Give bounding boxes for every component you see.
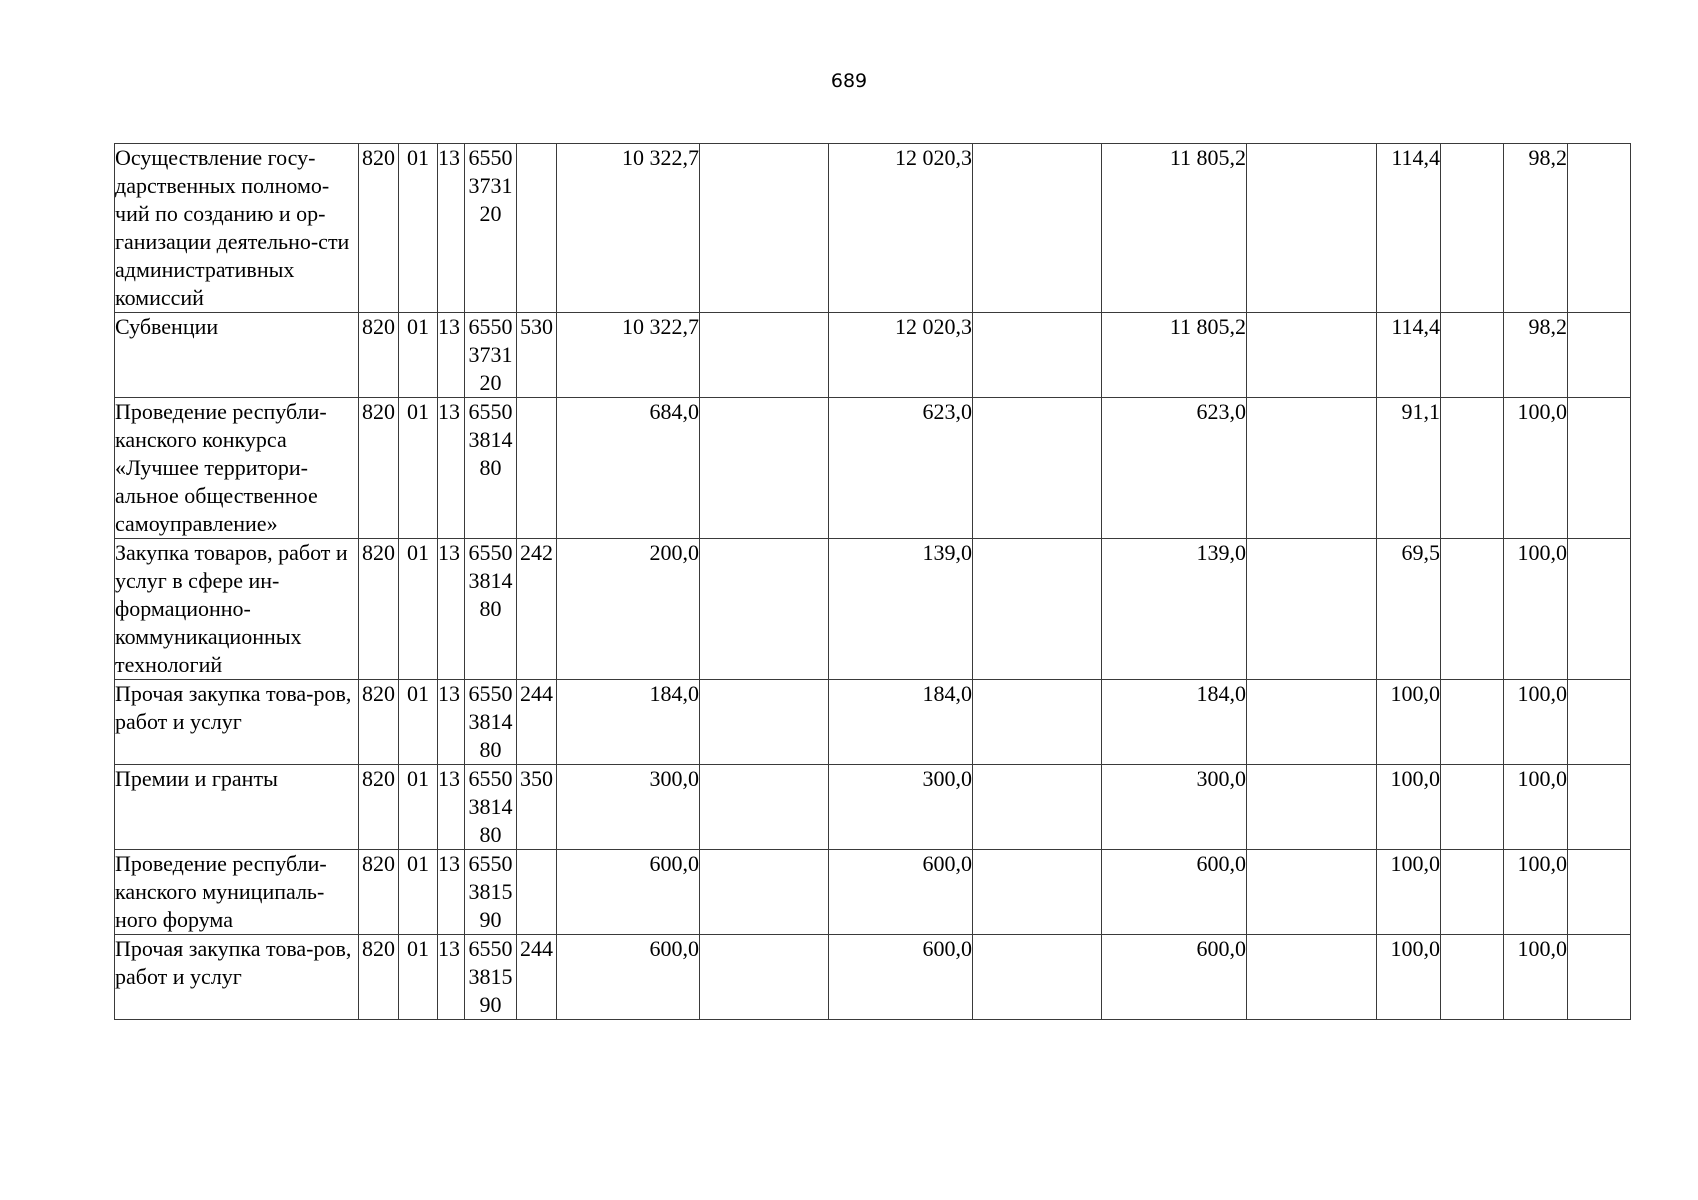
- empty-cell: [1247, 313, 1377, 398]
- percent-2: 100,0: [1504, 850, 1568, 935]
- percent-1: 100,0: [1377, 935, 1441, 1020]
- amount-3: 11 805,2: [1102, 313, 1247, 398]
- empty-cell: [700, 765, 829, 850]
- empty-cell: [700, 680, 829, 765]
- amount-3: 623,0: [1102, 398, 1247, 539]
- subsection-code: 13: [438, 144, 465, 313]
- target-article-code: 6550373120: [465, 313, 517, 398]
- grbs-code: 820: [359, 313, 399, 398]
- table-row: [115, 539, 1631, 680]
- empty-cell: [700, 935, 829, 1020]
- grbs-code: 820: [359, 680, 399, 765]
- percent-1: 100,0: [1377, 765, 1441, 850]
- amount-3: 600,0: [1102, 935, 1247, 1020]
- amount-2: 12 020,3: [829, 313, 973, 398]
- amount-2: 623,0: [829, 398, 973, 539]
- percent-1: 114,4: [1377, 313, 1441, 398]
- empty-cell: [1568, 398, 1631, 539]
- section-code: 01: [399, 680, 438, 765]
- section-code: 01: [399, 765, 438, 850]
- empty-cell: [973, 313, 1102, 398]
- page-number: 689: [830, 70, 868, 92]
- row-name: Проведение республи-канского муниципаль-ного форума: [115, 850, 359, 935]
- subsection-code: 13: [438, 680, 465, 765]
- amount-1: 10 322,7: [557, 144, 700, 313]
- amount-2: 600,0: [829, 935, 973, 1020]
- table-row: [115, 850, 1631, 935]
- empty-cell: [1247, 935, 1377, 1020]
- empty-cell: [1441, 313, 1504, 398]
- empty-cell: [973, 765, 1102, 850]
- target-article-code: 6550381480: [465, 398, 517, 539]
- empty-cell: [700, 398, 829, 539]
- expense-type-code: 244: [517, 935, 557, 1020]
- empty-cell: [700, 539, 829, 680]
- row-name: Проведение республи-канского конкурса «Лучшее территори-альное общественное самоуправление»: [115, 398, 359, 539]
- empty-cell: [700, 313, 829, 398]
- empty-cell: [1247, 680, 1377, 765]
- percent-1: 91,1: [1377, 398, 1441, 539]
- grbs-code: 820: [359, 144, 399, 313]
- percent-2: 98,2: [1504, 144, 1568, 313]
- expense-type-code: 530: [517, 313, 557, 398]
- empty-cell: [973, 850, 1102, 935]
- empty-cell: [1568, 313, 1631, 398]
- empty-cell: [1247, 539, 1377, 680]
- amount-3: 600,0: [1102, 850, 1247, 935]
- table-row: [115, 398, 1631, 539]
- row-name: Прочая закупка това-ров, работ и услуг: [115, 935, 359, 1020]
- subsection-code: 13: [438, 850, 465, 935]
- empty-cell: [1247, 144, 1377, 313]
- expense-type-code: 350: [517, 765, 557, 850]
- section-code: 01: [399, 313, 438, 398]
- target-article-code: 6550381480: [465, 680, 517, 765]
- empty-cell: [1441, 850, 1504, 935]
- amount-1: 684,0: [557, 398, 700, 539]
- percent-2: 100,0: [1504, 765, 1568, 850]
- empty-cell: [1568, 935, 1631, 1020]
- expense-type-code: 244: [517, 680, 557, 765]
- table-row: [115, 935, 1631, 1020]
- percent-2: 100,0: [1504, 398, 1568, 539]
- percent-2: 100,0: [1504, 539, 1568, 680]
- budget-table: [114, 143, 1631, 1020]
- grbs-code: 820: [359, 398, 399, 539]
- amount-3: 300,0: [1102, 765, 1247, 850]
- empty-cell: [1441, 765, 1504, 850]
- empty-cell: [973, 935, 1102, 1020]
- section-code: 01: [399, 539, 438, 680]
- section-code: 01: [399, 850, 438, 935]
- empty-cell: [1247, 850, 1377, 935]
- empty-cell: [1568, 680, 1631, 765]
- row-name: Закупка товаров, работ и услуг в сфере ин-формационно-коммуникационных технологий: [115, 539, 359, 680]
- expense-type-code: [517, 398, 557, 539]
- percent-1: 69,5: [1377, 539, 1441, 680]
- grbs-code: 820: [359, 935, 399, 1020]
- table-row: [115, 313, 1631, 398]
- empty-cell: [1441, 144, 1504, 313]
- empty-cell: [700, 144, 829, 313]
- target-article-code: 6550373120: [465, 144, 517, 313]
- expense-type-code: 242: [517, 539, 557, 680]
- amount-2: 300,0: [829, 765, 973, 850]
- section-code: 01: [399, 398, 438, 539]
- row-name: Премии и гранты: [115, 765, 359, 850]
- empty-cell: [1568, 850, 1631, 935]
- empty-cell: [973, 680, 1102, 765]
- grbs-code: 820: [359, 850, 399, 935]
- empty-cell: [1441, 539, 1504, 680]
- empty-cell: [973, 539, 1102, 680]
- percent-1: 100,0: [1377, 850, 1441, 935]
- percent-2: 98,2: [1504, 313, 1568, 398]
- amount-2: 184,0: [829, 680, 973, 765]
- subsection-code: 13: [438, 935, 465, 1020]
- amount-2: 12 020,3: [829, 144, 973, 313]
- percent-1: 100,0: [1377, 680, 1441, 765]
- amount-1: 300,0: [557, 765, 700, 850]
- percent-2: 100,0: [1504, 935, 1568, 1020]
- row-name: Осуществление госу-дарственных полномо-чий по созданию и ор-ганизации деятельно-сти административных комиссий: [115, 144, 359, 313]
- amount-1: 600,0: [557, 850, 700, 935]
- empty-cell: [700, 850, 829, 935]
- empty-cell: [1568, 539, 1631, 680]
- empty-cell: [1441, 680, 1504, 765]
- target-article-code: 6550381480: [465, 539, 517, 680]
- table-row: [115, 765, 1631, 850]
- row-name: Прочая закупка това-ров, работ и услуг: [115, 680, 359, 765]
- empty-cell: [973, 144, 1102, 313]
- empty-cell: [973, 398, 1102, 539]
- empty-cell: [1568, 144, 1631, 313]
- table-row: [115, 680, 1631, 765]
- amount-1: 200,0: [557, 539, 700, 680]
- amount-3: 184,0: [1102, 680, 1247, 765]
- empty-cell: [1247, 765, 1377, 850]
- subsection-code: 13: [438, 313, 465, 398]
- amount-1: 600,0: [557, 935, 700, 1020]
- expense-type-code: [517, 850, 557, 935]
- amount-3: 11 805,2: [1102, 144, 1247, 313]
- amount-1: 10 322,7: [557, 313, 700, 398]
- expense-type-code: [517, 144, 557, 313]
- amount-2: 600,0: [829, 850, 973, 935]
- subsection-code: 13: [438, 398, 465, 539]
- empty-cell: [1441, 398, 1504, 539]
- percent-2: 100,0: [1504, 680, 1568, 765]
- empty-cell: [1441, 935, 1504, 1020]
- section-code: 01: [399, 935, 438, 1020]
- target-article-code: 6550381590: [465, 935, 517, 1020]
- section-code: 01: [399, 144, 438, 313]
- amount-3: 139,0: [1102, 539, 1247, 680]
- amount-1: 184,0: [557, 680, 700, 765]
- empty-cell: [1568, 765, 1631, 850]
- amount-2: 139,0: [829, 539, 973, 680]
- grbs-code: 820: [359, 765, 399, 850]
- table-row: [115, 144, 1631, 313]
- empty-cell: [1247, 398, 1377, 539]
- row-name: Субвенции: [115, 313, 359, 398]
- grbs-code: 820: [359, 539, 399, 680]
- target-article-code: 6550381480: [465, 765, 517, 850]
- subsection-code: 13: [438, 765, 465, 850]
- percent-1: 114,4: [1377, 144, 1441, 313]
- subsection-code: 13: [438, 539, 465, 680]
- target-article-code: 6550381590: [465, 850, 517, 935]
